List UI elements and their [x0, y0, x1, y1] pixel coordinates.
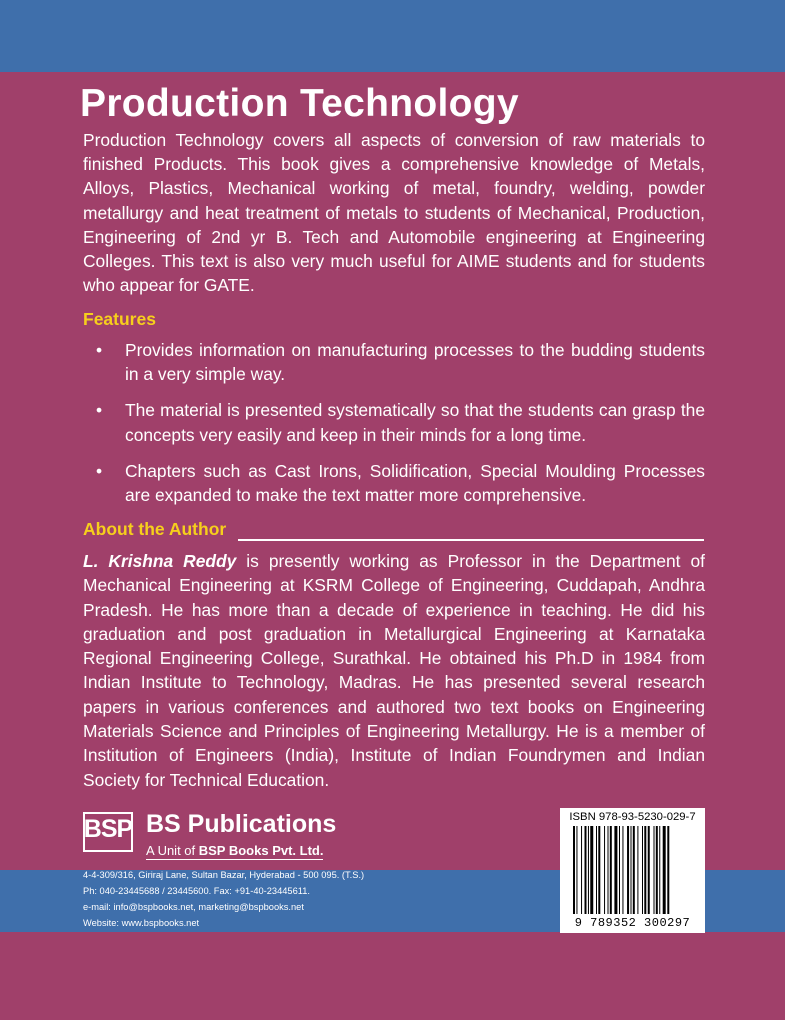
- barcode-bar: [648, 826, 650, 914]
- publisher-phone: Ph: 040-23445688 / 23445600. Fax: +91-40-23445611.: [83, 886, 311, 896]
- features-heading: Features: [83, 309, 156, 329]
- barcode-bar: [598, 826, 600, 914]
- barcode-bar: [581, 826, 582, 914]
- barcode-bar: [576, 826, 577, 914]
- author-bio: [83, 549, 705, 792]
- feature-text: Provides information on manufacturing processes to the budding students in a very simple way.: [125, 340, 705, 385]
- barcode-bar: [588, 826, 589, 914]
- feature-item: [83, 338, 705, 386]
- book-title: Production Technology: [80, 82, 519, 125]
- barcode-bar: [622, 826, 623, 914]
- barcode-bar: [667, 826, 669, 914]
- heading-rule: [238, 539, 704, 541]
- author-bio-text: is presently working as Professor in the Department of Mechanical Engineering at KSRM College of Engineering, Cuddapah, Andhra Pradesh. He has more than a decade of experience in teaching. He did his graduation and post graduation in Metallurgical Engineering at Karnataka Regional Engineering College, Surathkal. He obtained his Ph.D in 1984 from Indian Institute to Technology, Madras. He has presented several research papers in various conferences and authored two text books on Engineering Materials Science and Principles of Engineering Metallurgy. He is a member of Institution of Engineers (India), Institute of Indian Foundrymen and Indian Society for Technical Education.: [83, 551, 705, 790]
- logo-text: BSP: [83, 815, 133, 843]
- barcode-bar: [590, 826, 593, 914]
- barcode-bar: [642, 826, 643, 914]
- publisher-name: BS Publications: [146, 810, 337, 838]
- feature-text: Chapters such as Cast Irons, Solidification, Special Moulding Processes are expanded to make the text matter more comprehensive.: [125, 460, 705, 506]
- barcode-bar: [656, 826, 658, 914]
- publisher-website: Website: www.bspbooks.net: [83, 918, 200, 928]
- bullet-icon: •: [96, 400, 103, 421]
- unit-name: BSP Books Pvt. Ltd.: [198, 843, 324, 858]
- barcode-bar: [604, 826, 605, 914]
- barcode-bar: [610, 826, 612, 914]
- barcode-number: 9 789352 300297: [574, 916, 691, 930]
- publisher-address: 4-4-309/316, Giriraj Lane, Sultan Bazar, Hyderabad - 500 095. (T.S.): [83, 870, 365, 880]
- unit-prefix: A Unit of: [146, 843, 199, 858]
- barcode-bar: [654, 826, 655, 914]
- barcode-bar: [614, 826, 617, 914]
- feature-item: [83, 459, 705, 507]
- barcode-bar: [631, 826, 632, 914]
- barcode-bar: [608, 826, 609, 914]
- barcode-bar: [633, 826, 635, 914]
- barcode-bar: [663, 826, 666, 914]
- barcode-bar: [637, 826, 638, 914]
- feature-item: [83, 398, 705, 446]
- bullet-icon: •: [96, 460, 103, 481]
- author-name: L. Krishna Reddy: [83, 551, 237, 571]
- feature-text: The material is presented systematically so that the students can grasp the concepts very easily and keep in their minds for a long time.: [125, 400, 705, 445]
- bullet-icon: •: [96, 340, 103, 360]
- isbn-barcode: [560, 808, 705, 933]
- publisher-email: e-mail: info@bspbooks.net, marketing@bspbooks.net: [83, 902, 304, 912]
- barcode-bars-icon: [573, 826, 693, 916]
- barcode-bar: [585, 826, 587, 914]
- publisher-unit: [146, 843, 323, 860]
- barcode-bar: [619, 826, 620, 914]
- barcode-bar: [659, 826, 660, 914]
- about-author-heading: About the Author: [83, 519, 227, 539]
- barcode-bar: [627, 826, 629, 914]
- top-blue-band: [0, 0, 785, 72]
- features-list: [83, 338, 705, 519]
- barcode-bar: [596, 826, 597, 914]
- barcode-bar: [573, 826, 575, 914]
- barcode-bar: [644, 826, 646, 914]
- isbn-label: ISBN 978-93-5230-029-7: [569, 811, 696, 823]
- book-description: Production Technology covers all aspects of conversion of raw materials to finished Products. This book gives a comprehensive knowledge of Metals, Alloys, Plastics, Mechanical working of metal, foundry, welding, powder metallurgy and heat treatment of metals to students of Mechanical, Production, Engineering of 2nd yr B. Tech and Automobile engineering at Engineering Colleges. This text is also very much useful for AIME students and for students who appear for GATE.: [83, 130, 705, 296]
